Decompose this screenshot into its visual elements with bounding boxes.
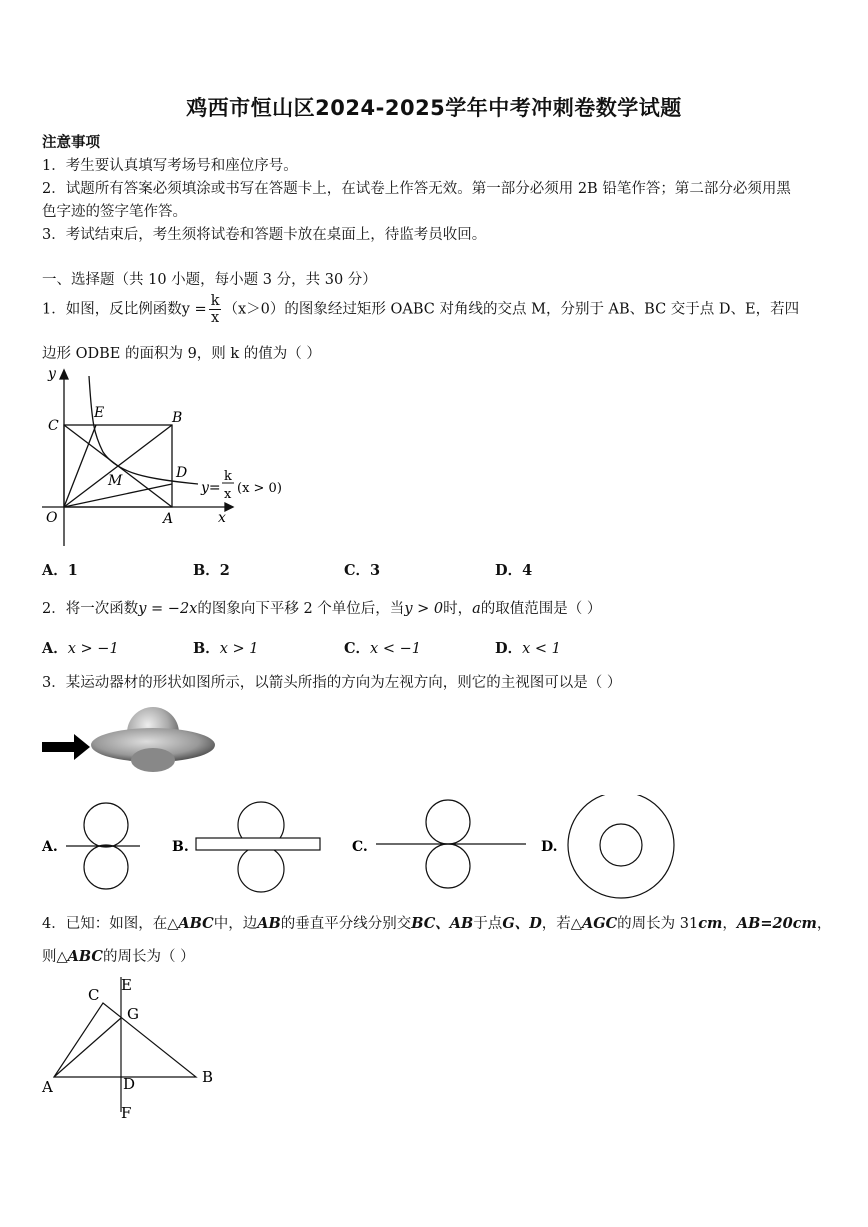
q1-y: y =	[181, 301, 207, 318]
question-3: 3．某运动器材的形状如图所示，以箭头所指的方向为左视方向，则它的主视图可以是（ ）	[42, 675, 622, 691]
func-cond: (x > 0)	[237, 481, 282, 496]
question-1-line-1	[42, 293, 799, 326]
q2-pre: 2．将一次函数	[42, 601, 139, 617]
q1-fraction	[209, 293, 222, 326]
q4-label-e: E	[121, 976, 132, 994]
arrow-icon	[42, 734, 90, 760]
q4-text-4: 于点	[473, 916, 503, 932]
q4-label-g: G	[127, 1005, 139, 1023]
question-4-line-2	[42, 945, 195, 966]
option-b-circle-bottom	[238, 846, 284, 892]
q4-label-b: B	[202, 1068, 214, 1086]
q4-label-c: C	[88, 986, 100, 1004]
notice-item-3: 3．考试结束后，考生须将试卷和答题卡放在桌面上，待监考员收回。	[42, 227, 487, 243]
q4-bc-ab: BC、AB	[411, 915, 474, 932]
option-d-label: D.	[541, 839, 558, 855]
q4-cm1: cm	[698, 915, 723, 932]
label-d: D	[176, 465, 188, 481]
q2-option-b-value: x > 1	[219, 641, 259, 657]
q2-cond: y > 0	[404, 601, 444, 617]
q4-text-1: 4．已知：如图，在△	[42, 916, 179, 932]
label-e: E	[94, 405, 105, 421]
q4-text-8: ，	[816, 916, 832, 932]
q2-option-d-label: D．	[495, 640, 523, 657]
q4-abc: ABC	[178, 915, 214, 932]
q1-pre: 1．如图，反比例函数	[42, 301, 182, 318]
question-4-line-1	[42, 912, 831, 933]
q2-option-b-label: B．	[193, 640, 220, 657]
q2-option-c	[344, 637, 421, 658]
q4-text-6: 的周长为 31	[617, 916, 699, 932]
triangle-abc	[54, 1003, 196, 1077]
q4-cm2: cm	[792, 915, 817, 932]
label-a: A	[163, 511, 174, 527]
option-c-label: C.	[352, 839, 368, 855]
label-o: O	[46, 510, 58, 526]
q4-text-5: ，若△	[541, 916, 582, 932]
q4-ab20: AB=20	[736, 915, 793, 932]
q1-figure	[38, 364, 288, 549]
q1-option-b: B．2	[193, 562, 230, 579]
question-2	[42, 597, 601, 618]
option-d-inner-circle	[600, 824, 642, 866]
q2-option-a	[42, 637, 119, 658]
label-b: B	[172, 410, 183, 426]
option-b-rect	[196, 838, 320, 850]
q2-mid2: 时，	[443, 601, 473, 617]
q2-option-c-value: x < −1	[370, 641, 421, 657]
q2-var: a	[472, 601, 481, 617]
option-a-circle-bottom	[84, 845, 128, 889]
option-d-outer-circle	[568, 795, 674, 898]
label-c: C	[48, 418, 59, 434]
q2-option-d	[495, 637, 561, 658]
q2-func: y = −2x	[138, 601, 198, 617]
q2-option-a-label: A．	[42, 640, 68, 657]
q4-figure	[38, 972, 238, 1127]
q2-option-c-label: C．	[344, 640, 371, 657]
q4-label-d: D	[123, 1075, 136, 1093]
q2-option-a-value: x > −1	[67, 641, 119, 657]
q3-equipment-image	[40, 700, 225, 785]
func-den: x	[224, 487, 232, 502]
q4-text-7: ，	[722, 916, 737, 932]
func-y: y=	[201, 480, 221, 496]
q4-label-f: F	[121, 1104, 132, 1122]
option-b-label: B.	[172, 839, 189, 855]
q3-options-figure	[36, 795, 686, 905]
q1-frac-num: k	[210, 293, 220, 309]
notice-heading: 注意事项	[42, 134, 100, 151]
label-x: x	[218, 510, 226, 526]
q4-line2-post: 的周长为（ ）	[102, 949, 195, 965]
q4-text-3: 的垂直平分线分别交	[280, 916, 412, 932]
question-1-line-2: 边形 ODBE 的面积为 9，则 k 的值为（ ）	[42, 346, 321, 362]
q4-ab: AB	[257, 915, 281, 932]
option-a-label: A.	[42, 839, 58, 855]
x-axis-arrow	[225, 503, 233, 511]
notice-item-2-cont: 色字迹的签字笔作答。	[42, 204, 187, 220]
q4-line2-pre: 则△	[42, 949, 68, 965]
q1-cond: （x＞0）	[223, 301, 285, 318]
q2-mid: 的图象向下平移 2 个单位后，当	[197, 601, 405, 617]
q4-text-2: 中，边	[213, 916, 258, 932]
q1-option-a: A．1	[42, 562, 78, 579]
page-title: 鸡西市恒山区2024-2025学年中考冲刺卷数学试题	[186, 96, 682, 120]
q4-gd: G、D	[502, 915, 542, 932]
q2-option-b	[193, 637, 259, 658]
label-m: M	[108, 473, 123, 489]
q1-post: 的图象经过矩形 OABC 对角线的交点 M，分别于 AB、BC 交于点 D、E，若四	[284, 301, 800, 318]
q2-post: 的取值范围是（ ）	[480, 601, 602, 617]
q1-frac-den: x	[210, 310, 220, 326]
option-c-circle-top	[426, 800, 470, 844]
notice-item-1: 1．考生要认真填写考场号和座位序号。	[42, 158, 298, 174]
q4-agc: AGC	[581, 915, 618, 932]
notice-item-2: 2．试题所有答案必须填涂或书写在答题卡上，在试卷上作答无效。第一部分必须用 2B 铅笔作答；第二部分必须用黑	[42, 181, 791, 197]
y-axis-arrow	[60, 370, 68, 379]
ball-bottom	[131, 748, 175, 772]
func-num: k	[224, 469, 232, 484]
q1-option-c: C．3	[344, 562, 381, 579]
q4-label-a: A	[42, 1078, 53, 1096]
option-a-circle-top	[84, 803, 128, 847]
label-y: y	[48, 366, 56, 382]
q1-option-d: D．4	[495, 562, 533, 579]
option-c-circle-bottom	[426, 844, 470, 888]
q4-line2-abc: ABC	[67, 948, 103, 965]
q2-option-d-value: x < 1	[522, 641, 561, 657]
section-heading: 一、选择题（共 10 小题，每小题 3 分，共 30 分）	[42, 272, 377, 288]
